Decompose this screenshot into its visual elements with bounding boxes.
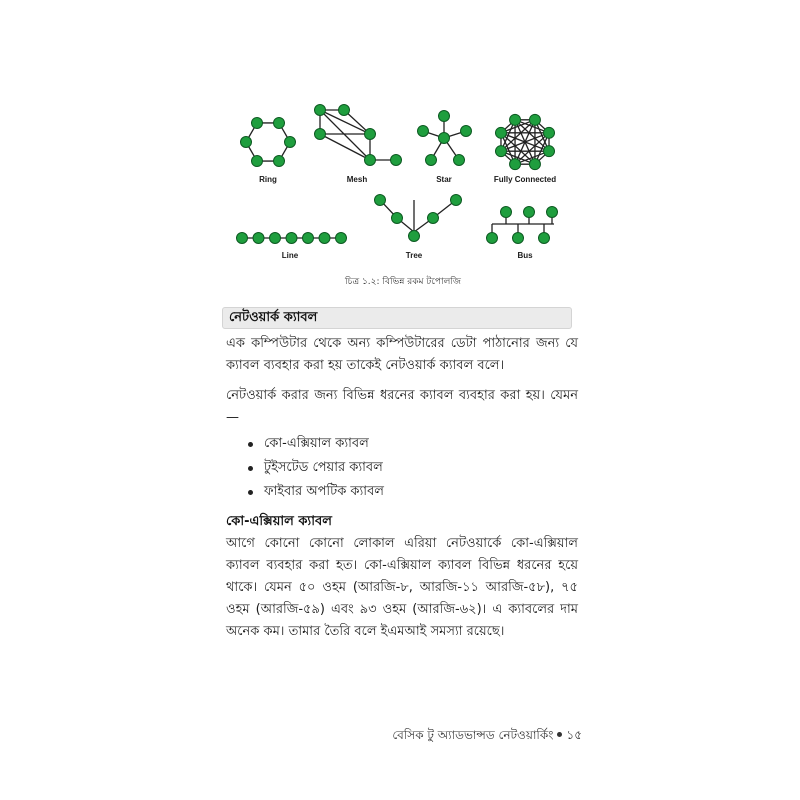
ring-node xyxy=(252,156,263,167)
fully-connected-node xyxy=(495,146,506,157)
label-mesh: Mesh xyxy=(346,175,368,184)
bus-node xyxy=(524,207,535,218)
fully-connected-node xyxy=(529,159,540,170)
bus-node xyxy=(547,207,558,218)
line-node xyxy=(303,233,314,244)
bus-node xyxy=(513,233,524,244)
bus-node xyxy=(539,233,550,244)
label-fully-connected: Fully Connected xyxy=(493,175,557,184)
line-node xyxy=(319,233,330,244)
fully-connected-node xyxy=(544,127,555,138)
line-node xyxy=(237,233,248,244)
coaxial-paragraph: আগে কোনো কোনো লোকাল এরিয়া নেটওয়ার্কে কো-এক্সিয়াল ক্যাবল ব্যবহার করা হত। কো-এক্সিয়াল ক্যাবল বিভিন্ন ধরনের হয়ে থাকে। যেমন ৫০ ওহম (আরজি-৮, আরজি-১১ আরজি-৫৮), ৭৫ ওহম (আরজি-৫৯) এবং ৯৩ ওহম (আরজি-৬২)। এ ক্যাবলের দাম অনেক কম। তামার তৈরি বলে ইএমআই সমস্যা রয়েছে। xyxy=(226,536,578,639)
mesh-node xyxy=(365,129,376,140)
list-item: টুইসটেড পেয়ার ক্যাবল xyxy=(244,456,384,480)
line-node xyxy=(270,233,281,244)
fully-connected-node xyxy=(544,146,555,157)
page-number: ১৫ xyxy=(566,728,582,742)
bus-node xyxy=(501,207,512,218)
tree-node xyxy=(392,213,403,224)
mesh-node xyxy=(315,105,326,116)
list-item: ফাইবার অপটিক ক্যাবল xyxy=(244,480,384,504)
label-tree: Tree xyxy=(405,251,423,260)
label-star: Star xyxy=(436,175,452,184)
fully-connected-node xyxy=(510,114,521,125)
ring-node xyxy=(274,156,285,167)
mesh-node xyxy=(365,155,376,166)
cable-definition-paragraph: এক কম্পিউটার থেকে অন্য কম্পিউটারের ডেটা পাঠানোর জন্য যে ক্যাবল ব্যবহার করা হয় তাকেই নেটওয়ার্ক ক্যাবল বলে। xyxy=(226,336,578,373)
topology-figure xyxy=(222,92,584,270)
fully-connected-node xyxy=(529,114,540,125)
line-node xyxy=(253,233,264,244)
section-heading: নেটওয়ার্ক ক্যাবল xyxy=(222,307,572,329)
tree-node xyxy=(375,195,386,206)
subsection-heading: কো-এক্সিয়াল ক্যাবল xyxy=(226,514,332,529)
fully-connected-node xyxy=(495,127,506,138)
ring-node xyxy=(274,117,285,128)
bus-node xyxy=(487,233,498,244)
label-ring: Ring xyxy=(259,175,277,184)
label-line: Line xyxy=(281,251,299,260)
star-hub-node xyxy=(439,133,450,144)
list-item: কো-এক্সিয়াল ক্যাবল xyxy=(244,432,384,456)
mesh-node xyxy=(339,105,350,116)
star-node xyxy=(454,155,465,166)
line-node xyxy=(286,233,297,244)
cable-type-list xyxy=(244,432,384,504)
tree-node xyxy=(428,213,439,224)
star-node xyxy=(439,111,450,122)
tree-node xyxy=(409,231,420,242)
tree-node xyxy=(451,195,462,206)
mesh-node xyxy=(391,155,402,166)
star-node xyxy=(426,155,437,166)
cable-types-intro: নেটওয়ার্ক করার জন্য বিভিন্ন ধরনের ক্যাবল ব্যবহার করা হয়। যেমন— xyxy=(226,388,578,425)
star-node xyxy=(461,126,472,137)
star-node xyxy=(418,126,429,137)
ring-node xyxy=(241,137,252,148)
mesh-node xyxy=(315,129,326,140)
book-title: বেসিক টু অ্যাডভান্সড নেটওয়ার্কিং xyxy=(392,728,554,742)
fully-connected-node xyxy=(510,159,521,170)
label-bus: Bus xyxy=(517,251,533,260)
line-node xyxy=(336,233,347,244)
ring-node xyxy=(252,117,263,128)
separator-dot xyxy=(557,732,562,737)
page-footer xyxy=(360,727,582,747)
ring-node xyxy=(285,137,296,148)
figure-caption: চিত্র ১.২: বিভিন্ন রকম টপোলজি xyxy=(345,277,461,287)
